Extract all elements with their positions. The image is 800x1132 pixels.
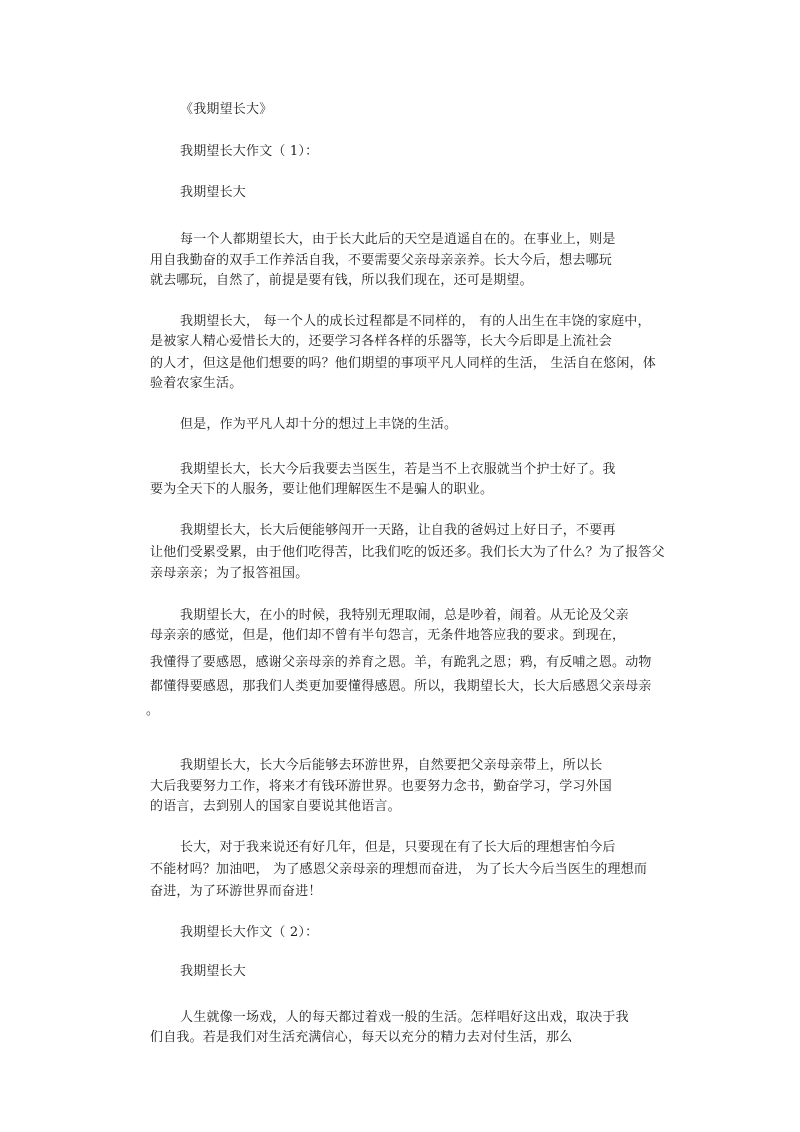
document-title: 《我期望长大》 <box>180 102 273 117</box>
essay-1-p1-line: 用自我勤奋的双手工作养活自我，不要需要父亲母亲亲养。长大今后，想去哪玩 <box>150 253 613 268</box>
essay-2-heading: 我期望长大作文（ 2）： <box>180 925 319 940</box>
essay-1-p2-line: 验着农家生活。 <box>150 376 243 391</box>
essay-1-p4-line: 要为全天下的人服务，要让他们理解医生不是骗人的职业。 <box>150 482 494 497</box>
essay-1-p1-line: 每一个人都期望长大，由于长大此后的天空是逍遥自在的。在事业上，则是 <box>180 232 616 247</box>
essay-1-p6-line: 母亲亲的感觉，但是，他们却不曾有半句怨言，无条件地答应我的要求。到现在， <box>150 628 626 643</box>
essay-1-p8-line: 长大，对于我来说还有好几年，但是，只要现在有了长大后的理想害怕今后 <box>180 840 616 855</box>
essay-1-p7-line: 大后我要努力工作，将来才有钱环游世界。也要努力念书，勤奋学习，学习外国 <box>150 779 613 794</box>
essay-1-p5-line: 亲母亲亲；为了报答祖国。 <box>150 566 309 581</box>
essay-1-p7-line: 我期望长大，长大今后能够去环游世界，自然要把父亲母亲带上，所以长 <box>180 758 603 773</box>
essay-2-subtitle: 我期望长大 <box>180 964 247 979</box>
essay-1-p2-line: 是被家人精心爱惜长大的，还要学习各样各样的乐器等，长大今后即是上流社会 <box>150 334 613 349</box>
essay-1-p6-line: 都懂得要感恩，那我们人类更加要懂得感恩。所以，我期望长大，长大后感恩父亲母亲 <box>150 679 652 694</box>
essay-1-p4-line: 我期望长大，长大今后我要去当医生，若是当不上衣服就当个护士好了。我 <box>180 462 616 477</box>
essay-2-p1-line: 人生就像一场戏，人的每天都过着戏一般的生活。怎样唱好这出戏，取决于我 <box>180 1010 629 1025</box>
essay-1-p7-line: 的语言，去到别人的国家自要说其他语言。 <box>150 799 401 814</box>
essay-1-p6-line: 。 <box>146 703 160 718</box>
essay-1-p3-line: 但是，作为平凡人却十分的想过上丰饶的生活。 <box>180 417 458 432</box>
essay-1-p5-line: 我期望长大，长大后便能够闯开一天路，让自我的爸妈过上好日子，不要再 <box>180 523 616 538</box>
essay-1-p5-line: 让他们受累受累，由于他们吃得苦，比我们吃的饭还多。我们长大为了什么？为了报答父 <box>150 545 665 560</box>
essay-1-p2-line: 的人才，但这是他们想要的吗？他们期望的事项平凡人同样的生活， 生活自在悠闲，体 <box>150 356 656 371</box>
essay-1-p6-line: 我懂得了要感恩，感谢父亲母亲的养育之恩。羊，有跪乳之恩；鸦，有反哺之恩。动物 <box>150 655 652 670</box>
essay-2-p1-line: 们自我。若是我们对生活充满信心，每天以充分的精力去对付生活，那么 <box>150 1030 573 1045</box>
essay-1-p6-line: 我期望长大，在小的时候，我特别无理取闹，总是吵着，闹着。从无论及父亲 <box>180 608 629 623</box>
essay-1-p1-line: 就去哪玩，自然了，前提是要有钱，所以我们现在，还可是期望。 <box>150 273 533 288</box>
essay-1-p2-line: 我期望长大， 每一个人的成长过程都是不同样的， 有的人出生在丰饶的家庭中， <box>180 314 651 329</box>
essay-1-p8-line: 奋进，为了环游世界而奋进！ <box>150 884 322 899</box>
essay-1-subtitle: 我期望长大 <box>180 185 247 200</box>
essay-1-p8-line: 不能材吗？加油吧， 为了感恩父亲母亲的理想而奋进， 为了长大今后当医生的理想而 <box>150 862 648 877</box>
essay-1-heading: 我期望长大作文（ 1）： <box>180 144 319 159</box>
